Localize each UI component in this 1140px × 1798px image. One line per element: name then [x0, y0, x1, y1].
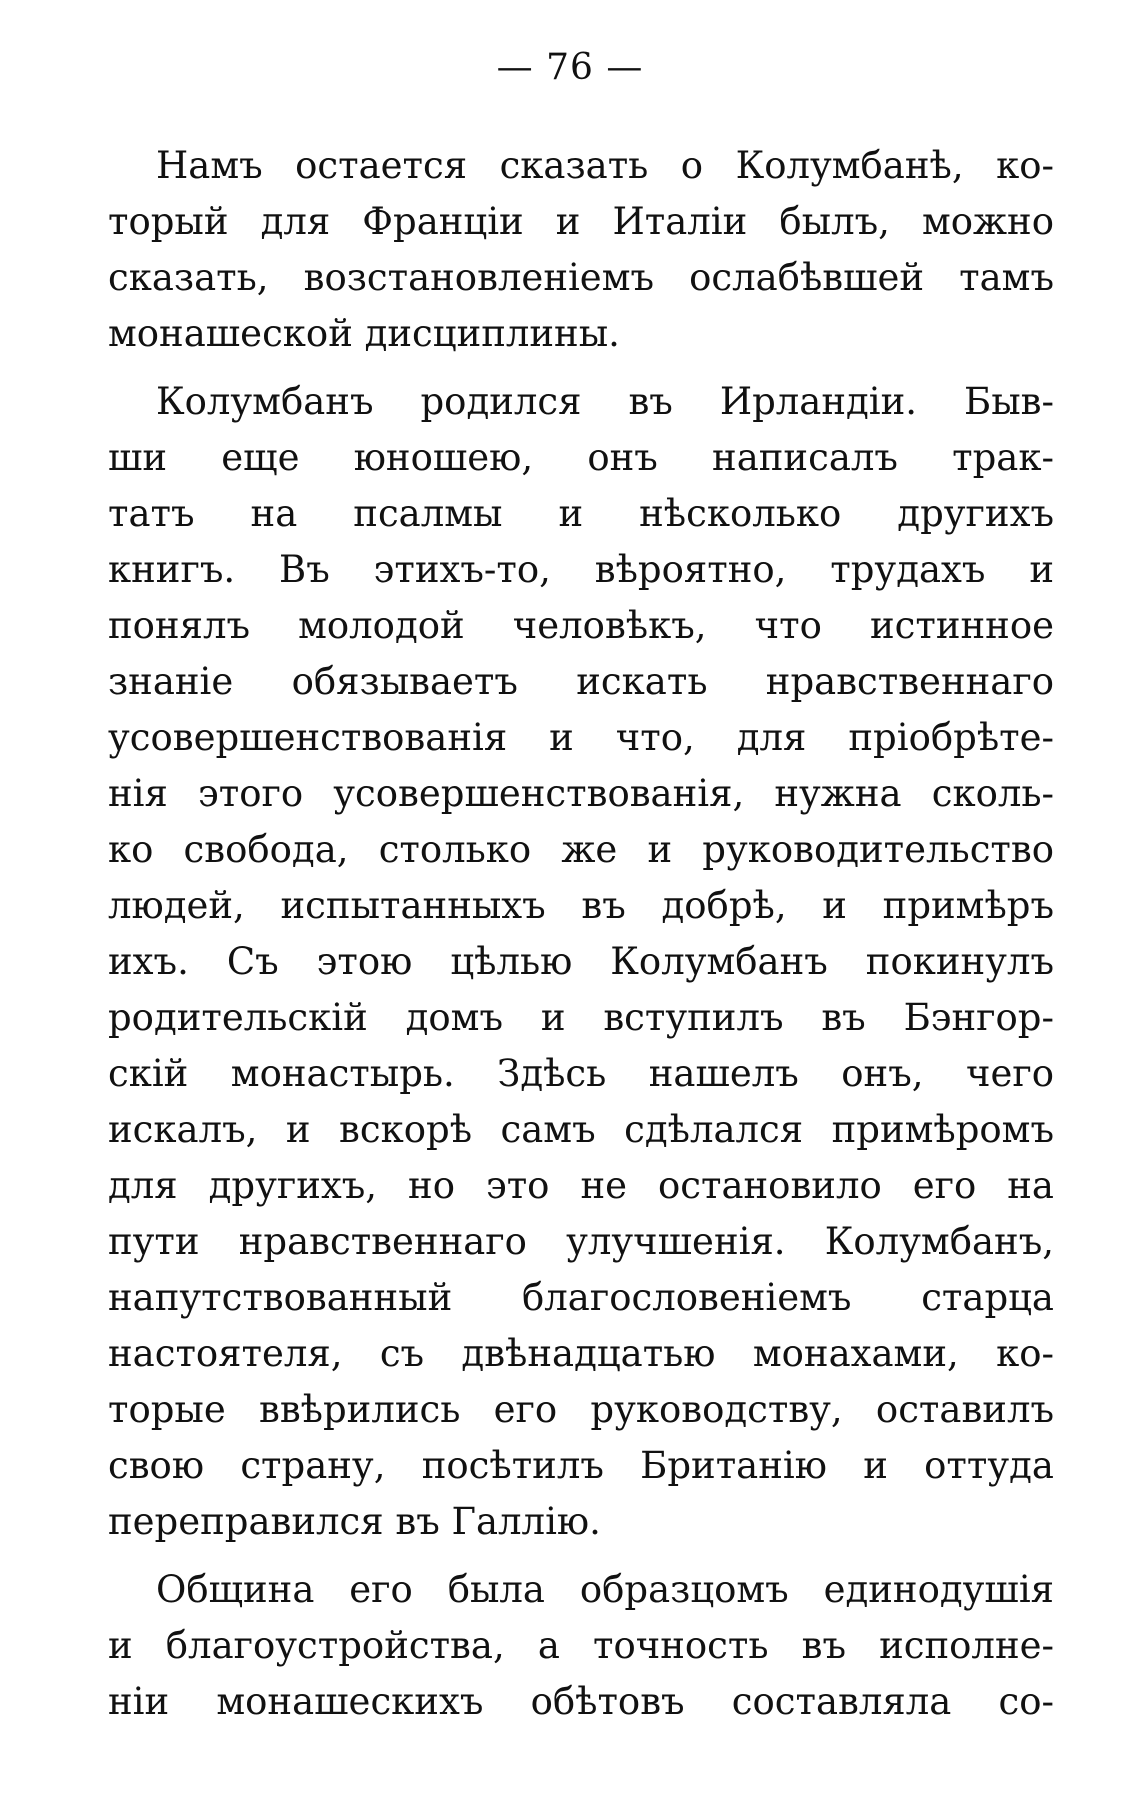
text-line: родительскій домъ и вступилъ въ Бэнгор- — [108, 996, 1054, 1039]
paragraph-gap — [108, 1550, 1054, 1562]
text-line: ши еще юношею, онъ написалъ трак- — [108, 436, 1054, 479]
text-line: торые ввѣрились его руководству, оставилъ — [108, 1388, 1054, 1431]
text-line: монашеской дисциплины. — [108, 312, 620, 355]
page-number: — 76 — — [496, 47, 644, 88]
text-line: напутствованный благословеніемъ старца — [108, 1276, 1054, 1319]
paragraph-1 — [108, 138, 1054, 362]
text-line: татъ на псалмы и нѣсколько другихъ — [108, 492, 1054, 535]
text-line: книгъ. Въ этихъ-то, вѣроятно, трудахъ и — [108, 548, 1054, 591]
text-line: ко свобода, столько же и руководительство — [108, 828, 1054, 871]
text-line: ихъ. Съ этою цѣлью Колумбанъ покинулъ — [108, 940, 1054, 983]
text-line: знаніе обязываетъ искать нравственнаго — [108, 660, 1054, 703]
text-line: Колумбанъ родился въ Ирландіи. Быв- — [156, 380, 1054, 423]
paragraph-2 — [108, 374, 1054, 1550]
text-body — [108, 138, 1054, 1730]
text-line: и благоустройства, а точность въ исполне- — [108, 1624, 1054, 1667]
text-line: Намъ остается сказать о Колумбанѣ, ко- — [156, 144, 1054, 187]
text-line: нія этого усовершенствованія, нужна сколь- — [108, 772, 1054, 815]
paragraph-gap — [108, 362, 1054, 374]
text-line: свою страну, посѣтилъ Британію и оттуда — [108, 1444, 1054, 1487]
text-line: для другихъ, но это не остановило его на — [108, 1164, 1054, 1207]
text-line: переправился въ Галлію. — [108, 1500, 601, 1543]
text-line: искалъ, и вскорѣ самъ сдѣлался примѣромъ — [108, 1108, 1054, 1151]
text-line: понялъ молодой человѣкъ, что истинное — [108, 604, 1054, 647]
text-line: сказать, возстановленіемъ ослабѣвшей тамъ — [108, 256, 1054, 299]
text-line: торый для Франціи и Италіи былъ, можно — [108, 200, 1054, 243]
text-line: настоятеля, съ двѣнадцатью монахами, ко- — [108, 1332, 1054, 1375]
text-line: людей, испытанныхъ въ добрѣ, и примѣръ — [108, 884, 1054, 927]
text-line: пути нравственнаго улучшенія. Колумбанъ, — [108, 1220, 1054, 1263]
text-line: усовершенствованія и что, для пріобрѣте- — [108, 716, 1054, 759]
paragraph-3 — [108, 1562, 1054, 1730]
text-line: ніи монашескихъ обѣтовъ составляла со- — [108, 1680, 1054, 1723]
text-line: скій монастырь. Здѣсь нашелъ онъ, чего — [108, 1052, 1054, 1095]
text-line: Община его была образцомъ единодушія — [156, 1568, 1054, 1611]
